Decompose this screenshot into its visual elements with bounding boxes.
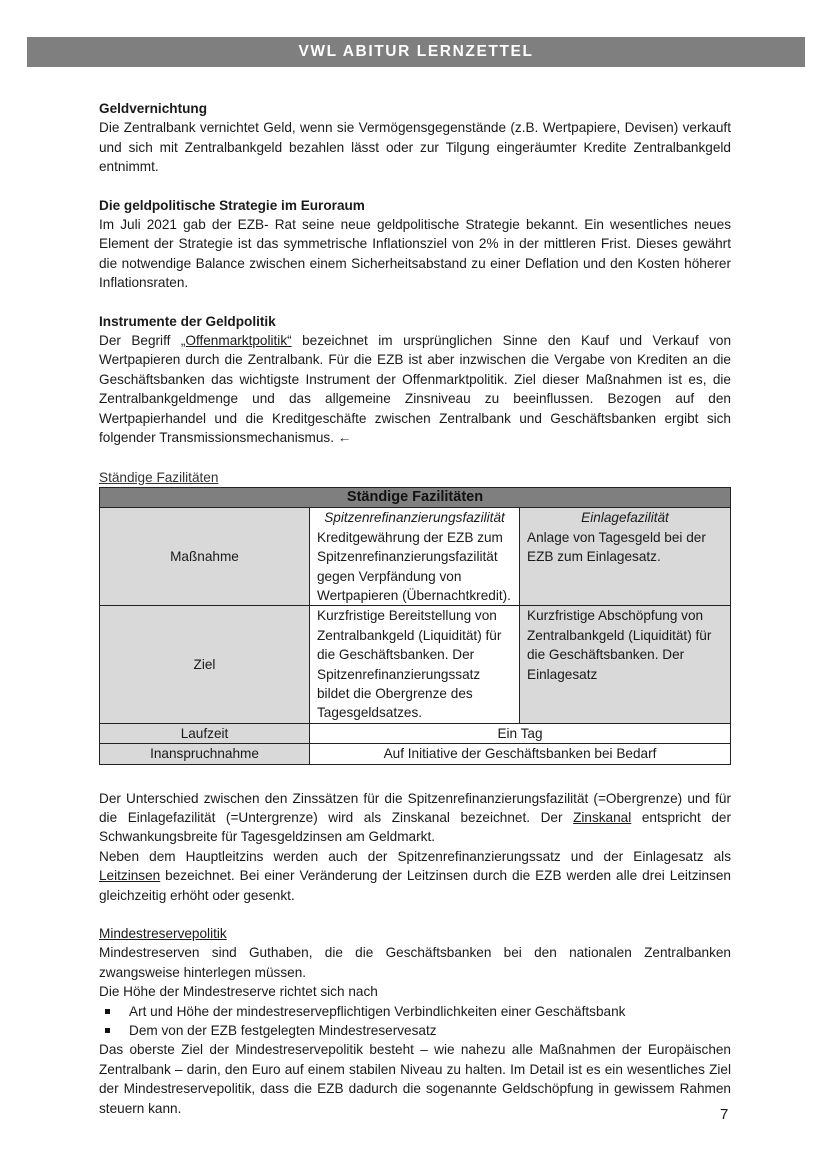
table-row-inanspruchnahme [100,744,731,764]
cell-inanspruchnahme-value: Auf Initiative der Geschäftsbanken bei Bedarf [310,744,731,764]
table-title-row [100,487,731,507]
cell-laufzeit-value: Ein Tag [310,723,731,743]
row-label-massnahme: Maßnahme [100,508,310,606]
row-label-inanspruchnahme: Inanspruchnahme [100,744,310,764]
heading-instrumente: Instrumente der Geldpolitik [99,313,276,329]
cell-col1-massnahme [310,508,520,606]
facilities-caption: Ständige Fazilitäten [99,469,219,485]
facilities-table [99,487,731,765]
term-offenmarktpolitik: „Offenmarktpolitik“ [180,333,292,349]
paragraph-strategie: Im Juli 2021 gab der EZB- Rat seine neue geldpolitische Strategie bekannt. Ein wesentliches neues Element der Strategie ist das symmetrische Inflationsziel von 2% in der mittleren Frist. Dieses gewährt die notwendige Balance zwischen einem Sicherheitsabstand zu einer Deflation und den Kosten höherer Inflationsraten. [99,217,731,291]
paragraph-mindestreserve-1: Mindestreserven sind Guthaben, die die Geschäftsbanken bei den nationalen Zentralbanken zwangsweise hinterlegen müssen. [99,945,731,980]
paragraph-instrumente [99,331,731,447]
leitzinsen-text-before: Neben dem Hauptleitzins werden auch der Spitzenrefinanzierungssatz und der Einlagesatz als [99,848,731,864]
paragraph-leitzinsen [99,847,731,905]
col1-massnahme-text: Kreditgewährung der EZB zum Spitzenrefinanzierungsfazilität gegen Verpfändung von Wertpapieren (Übernachtkredit). [317,529,511,603]
col2-title: Einlagefazilität [581,510,669,526]
list-item: Art und Höhe der mindestreservepflichtigen Verbindlichkeiten einer Geschäftsbank [99,1002,731,1021]
cell-col1-ziel: Kurzfristige Bereitstellung von Zentralbankgeld (Liquidität) für die Geschäftsbanken. Der Spitzenrefinanzierungssatz bildet die Obergrenze des Tagesgeldsatzes. [310,606,520,723]
heading-strategie: Die geldpolitische Strategie im Euroraum [99,197,365,213]
term-leitzinsen: Leitzinsen [99,868,161,884]
page-header-banner [27,37,805,67]
page-content [99,99,731,1118]
col1-title: Spitzenrefinanzierungsfazilität [324,510,505,526]
cell-col2-massnahme [520,508,731,606]
page-number: 7 [720,1106,729,1123]
mindestreserve-bullet-list [99,1002,731,1041]
paragraph-geldvernichtung: Die Zentralbank vernichtet Geld, wenn sie Vermögensgegenstände (z.B. Wertpapiere, Devisen) verkauft und sich mit Zentralbankgeld bezahlen lässt oder zur Tilgung eingeräumter Kredite Zentralbankgeld entnimmt. [99,120,731,175]
table-row-ziel [100,606,731,723]
row-label-laufzeit: Laufzeit [100,723,310,743]
table-title: Ständige Fazilitäten [100,487,731,507]
zinskanal-text-before: Der Unterschied zwischen den Zinssätzen für die Spitzenrefinanzierungsfazilität (=Obergrenze) und für die Einlagefazilität (=Untergrenze) wird als Zinskanal bezeichnet. Der [99,790,731,825]
heading-geldvernichtung: Geldvernichtung [99,101,208,116]
paragraph-mindestreserve-3: Das oberste Ziel der Mindestreservepolitik besteht – wie nahezu alle Maßnahmen der Europäischen Zentralbank – darin, den Euro auf einem stabilen Niveau zu halten. Im Detail ist es ein wesentliches Ziel der Mindestreservepolitik, dass die EZB dadurch die sogenannte Geldschöpfung in gewissem Rahmen steuern kann. [99,1042,731,1116]
leitzinsen-text-after: bezeichnet. Bei einer Veränderung der Leitzinsen durch die EZB werden alle drei Leitzinsen gleichzeitig erhöht oder gesenkt. [99,868,731,903]
table-row-laufzeit [100,723,731,743]
instrumente-text-after: bezeichnet im ursprünglichen Sinne den Kauf und Verkauf von Wertpapieren durch die Zentralbank. Für die EZB ist aber inzwischen die Vergabe von Krediten an die Geschäftsbanken das wichtigste Instrument der Offenmarktpolitik. Ziel dieser Maßnahmen ist es, die Zentralbankgeldmenge und das allgemeine Zinsniveau zu beeinflussen. Bezogen auf den Wertpapierhandel und die Kreditgeschäfte zwischen Zentralbank und Geschäftsbanken ergibt sich folgender Transmissionsmechanismus. ← [99,333,731,446]
row-label-ziel: Ziel [100,606,310,723]
list-item: Dem von der EZB festgelegten Mindestreservesatz [99,1021,731,1040]
page-header-title: VWL ABITUR LERNZETTEL [298,43,534,60]
instrumente-text-before: Der Begriff [99,333,181,349]
paragraph-zinskanal [99,789,731,847]
cell-col2-ziel: Kurzfristige Abschöpfung von Zentralbankgeld (Liquidität) für die Geschäftsbanken. Der Einlagesatz [520,606,731,723]
table-row-massnahme [100,508,731,606]
heading-mindestreserve: Mindestreservepolitik [99,926,227,942]
col2-massnahme-text: Anlage von Tagesgeld bei der EZB zum Einlagesatz. [527,529,706,565]
term-zinskanal: Zinskanal [573,810,632,825]
zinskanal-text-after: entspricht der Schwankungsbreite für Tagesgeldzinsen am Geldmarkt. [99,810,731,845]
paragraph-mindestreserve-2: Die Höhe der Mindestreserve richtet sich nach [99,984,378,1000]
